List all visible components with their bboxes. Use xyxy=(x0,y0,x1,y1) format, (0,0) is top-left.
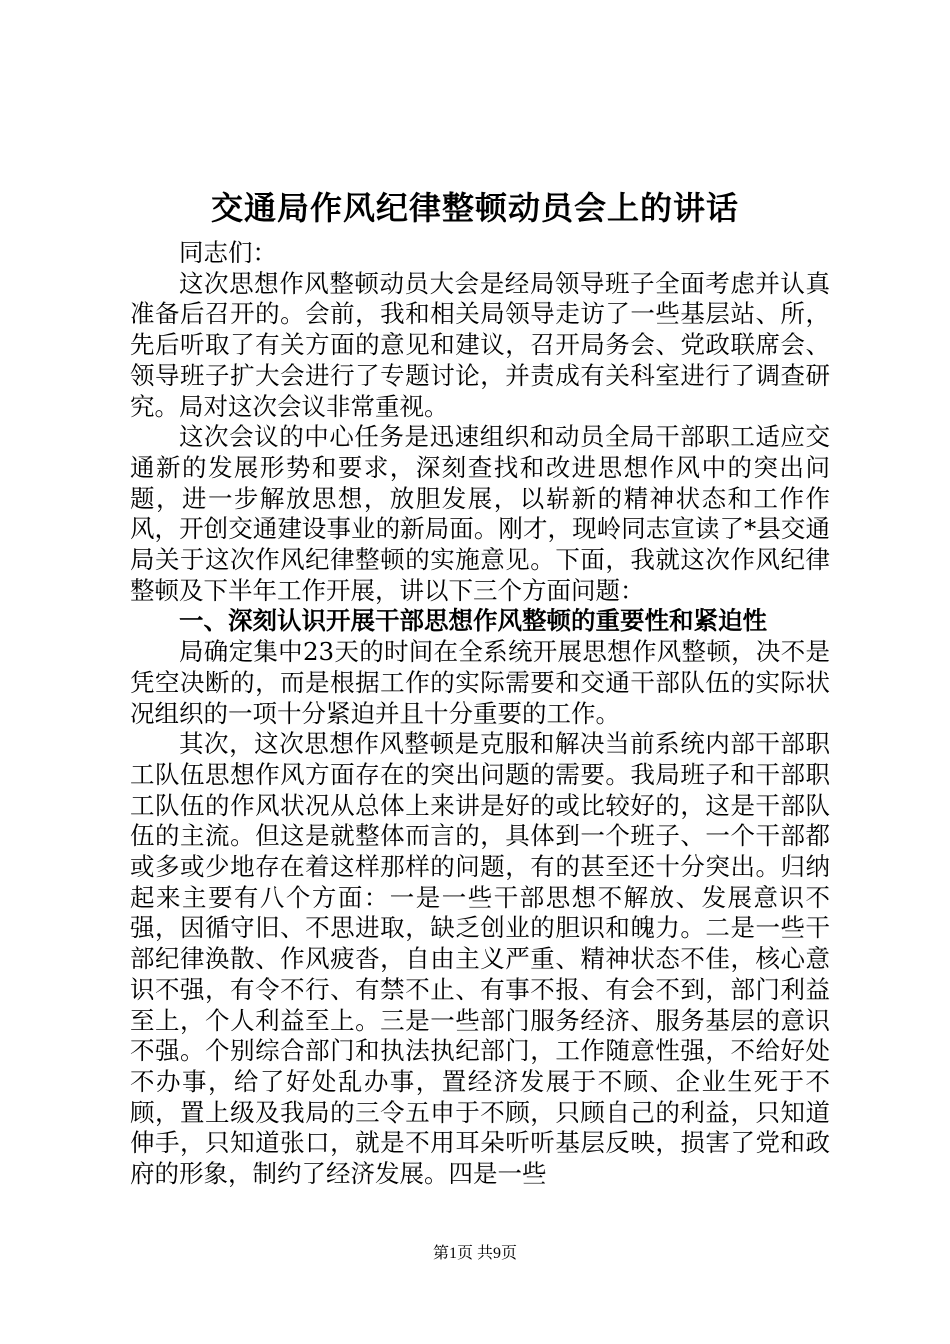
salutation: 同志们： xyxy=(179,238,277,267)
paragraph: 其次，这次思想作风整顿是克服和解决当前系统内部干部职工队伍思想作风方面存在的突出问题的需要。我局班子和干部职工队伍的作风状况从总体上来讲是好的或比较好的，这是干部队伍的主流。但这是就整体而言的，具体到一个班子、一个干部都或多或少地存在着这样那样的问题，有的甚至还十分突出。归纳起来主要有八个方面：一是一些干部思想不解放、发展意识不强，因循守旧、不思进取，缺乏创业的胆识和魄力。二是一些干部纪律涣散、作风疲沓，自由主义严重、精神状态不佳，核心意识不强，有令不行、有禁不止、有事不报、有会不到，部门利益至上，个人利益至上。三是一些部门服务经济、服务基层的意识不强。个别综合部门和执法执纪部门，工作随意性强，不给好处不办事，给了好处乱办事，置经济发展于不顾、企业生死于不顾，置上级及我局的三令五申于不顾，只顾自己的利益，只知道伸手，只知道张口，就是不用耳朵听听基层反映，损害了党和政府的形象，制约了经济发展。四是一些 xyxy=(130,729,830,1189)
section-heading: 一、深刻认识开展干部思想作风整顿的重要性和紧迫性 xyxy=(179,606,767,636)
paragraph: 这次思想作风整顿动员大会是经局领导班子全面考虑并认真准备后召开的。会前，我和相关局领导走访了一些基层站、所，先后听取了有关方面的意见和建议，召开局务会、党政联席会、领导班子扩大会进行了专题讨论，并责成有关科室进行了调查研究。局对这次会议非常重视。 xyxy=(130,268,830,421)
paragraph: 这次会议的中心任务是迅速组织和动员全局干部职工适应交通新的发展形势和要求，深刻查找和改进思想作风中的突出问题，进一步解放思想，放胆发展，以崭新的精神状态和工作作风，开创交通建设事业的新局面。刚才，现岭同志宣读了*县交通局关于这次作风纪律整顿的实施意见。下面，我就这次作风纪律整顿及下半年工作开展，讲以下三个方面问题： xyxy=(130,422,830,605)
page-title: 交通局作风纪律整顿动员会上的讲话 xyxy=(210,189,739,227)
page-number-footer: 第1页 共9页 xyxy=(432,1245,517,1262)
document-body xyxy=(130,238,830,1190)
paragraph: 局确定集中23天的时间在全系统开展思想作风整顿，决不是凭空决断的，而是根据工作的实际需要和交通干部队伍的实际状况组织的一项十分紧迫并且十分重要的工作。 xyxy=(130,637,830,728)
